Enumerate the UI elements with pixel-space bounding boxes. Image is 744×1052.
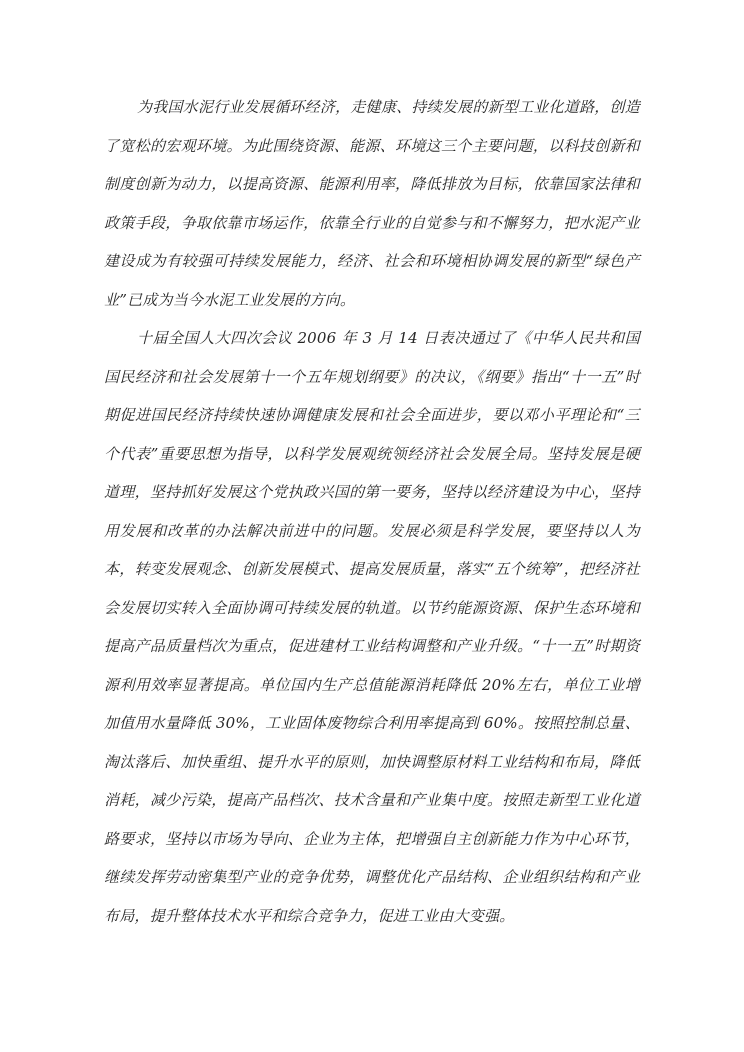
- paragraph-five-year-plan: 十届全国人大四次会议 2006 年 3 月 14 日表决通过了《中华人民共和国国民经济和社会发展第十一个五年规划纲要》的决议，《纲要》指出“十一五”时期促进国民经济持续快速协调健康发展和社会全面进步，要以邓小平理论和“三个代表”重要思想为指导，以科学发展观统领经济社会发展全局。坚持发展是硬道理，坚持抓好发展这个党执政兴国的第一要务，坚持以经济建设为中心，坚持用发展和改革的办法解决前进中的问题。发展必须是科学发展，要坚持以人为本，转变发展观念、创新发展模式、提高发展质量，落实“五个统筹”，把经济社会发展切实转入全面协调可持续发展的轨道。以节约能源资源、保护生态环境和提高产品质量档次为重点，促进建材工业结构调整和产业升级。“十一五”时期资源利用效率显著提高。单位国内生产总值能源消耗降低 20%左右，单位工业增加值用水量降低 30%，工业固体废物综合利用率提高到 60%。按照控制总量、淘汰落后、加快重组、提升水平的原则，加快调整原材料工业结构和布局，降低消耗，减少污染，提高产品档次、技术含量和产业集中度。按照走新型工业化道路要求，坚持以市场为导向、企业为主体，把增强自主创新能力作为中心环节，继续发挥劳动密集型产业的竞争优势，调整优化产品结构、企业组织结构和产业布局，提升整体技术水平和综合竞争力，促进工业由大变强。: [104, 329, 640, 925]
- paragraph-cement-industry: 为我国水泥行业发展循环经济，走健康、持续发展的新型工业化道路，创造了宽松的宏观环境。为此围绕资源、能源、环境这三个主要问题，以科技创新和制度创新为动力，以提高资源、能源利用率，降低排放为目标，依靠国家法律和政策手段，争取依靠市场运作，依靠全行业的自觉参与和不懈努力，把水泥产业建设成为有较强可持续发展能力，经济、社会和环境相协调发展的新型“绿色产业”已成为当今水泥工业发展的方向。: [104, 98, 640, 309]
